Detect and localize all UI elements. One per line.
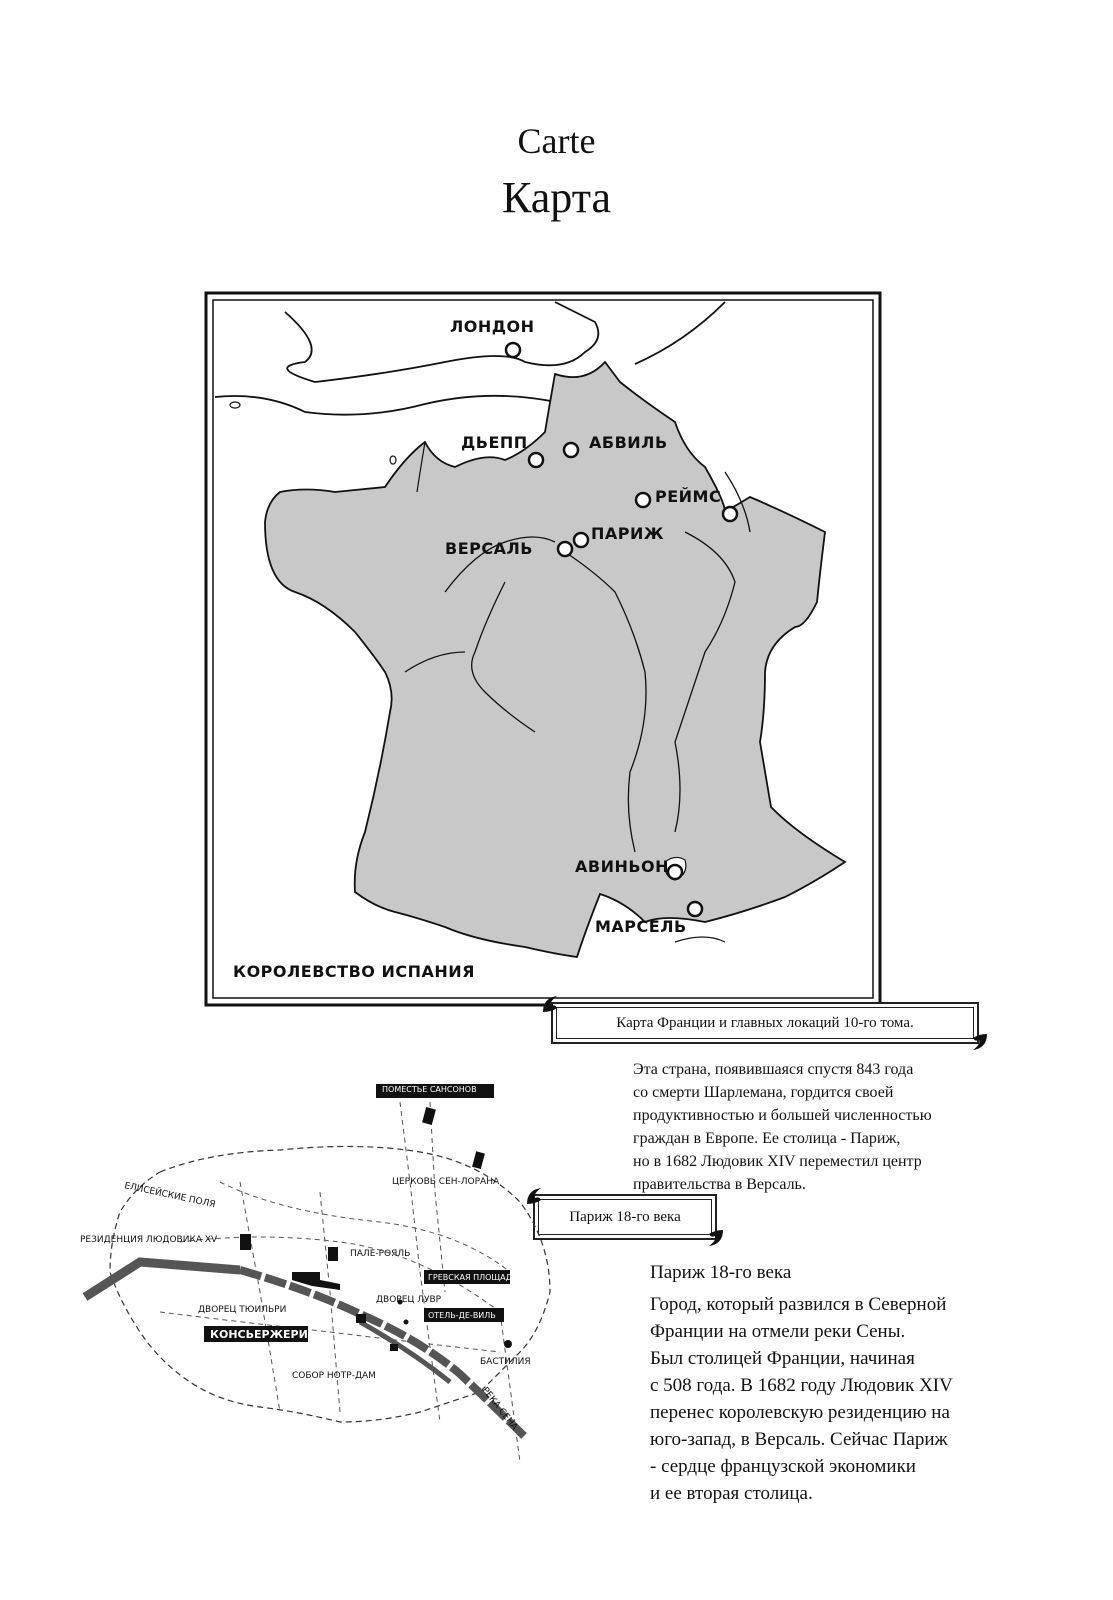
notre-dame-label: СОБОР НОТР-ДАМ <box>292 1371 376 1381</box>
paris-desc-line: Франции на отмели реки Сены. <box>650 1321 906 1342</box>
paris-desc-line: Город, который развился в Северной <box>650 1294 947 1315</box>
hotel-de-ville-label: ОТЕЛЬ-ДЕ-ВИЛЬ <box>428 1311 496 1320</box>
paris-desc-line: Был столицей Франции, начиная <box>650 1348 915 1369</box>
country-desc-line: граждан в Европе. Ее столица - Париж, <box>633 1130 901 1147</box>
sanson-estate-marker <box>422 1107 436 1125</box>
louis-xv-residence-marker <box>240 1234 251 1250</box>
spain-label: КОРОЛЕВСТВО ИСПАНИЯ <box>233 962 475 981</box>
bastille-label: БАСТИЛИЯ <box>480 1357 531 1367</box>
country-desc-line: со смерти Шарлемана, гордится своей <box>633 1084 894 1101</box>
saint-laurent-marker <box>472 1151 485 1169</box>
paris-desc-line: и ее вторая столица. <box>650 1483 813 1504</box>
abbeville-label: АБВИЛЬ <box>589 433 668 452</box>
reims-label: РЕЙМС <box>655 487 722 506</box>
paris-marker <box>574 533 588 547</box>
paris-desc-line: - сердце французской экономики <box>650 1456 916 1477</box>
abbeville-marker <box>564 443 578 457</box>
london-marker <box>506 343 520 357</box>
country-desc-line: правительства в Версаль. <box>633 1176 806 1193</box>
country-description <box>633 1058 993 1196</box>
paris-description <box>650 1291 1030 1507</box>
page-title-russian: Карта <box>501 173 611 222</box>
ornament-icon <box>703 1226 727 1250</box>
tuileries-label: ДВОРЕЦ ТЮИЛЬРИ <box>198 1305 287 1315</box>
saint-laurent-label: ЦЕРКОВЬ СЕН-ЛОРАНА <box>392 1177 500 1187</box>
palais-royal-marker <box>328 1247 338 1261</box>
conciergerie-marker <box>356 1314 366 1323</box>
paris-caption-text: Париж 18-го века <box>569 1208 681 1225</box>
france-map <box>205 292 881 1034</box>
paris-map-caption <box>533 1194 717 1240</box>
sanson-estate-label: ПОМЕСТЬЕ САНСОНОВ <box>382 1085 477 1094</box>
france-caption-text: Карта Франции и главных локаций 10-го тома. <box>616 1014 914 1031</box>
paris-desc-line: перенес королевскую резиденцию на <box>650 1402 950 1423</box>
palais-royal-label: ПАЛЕ-РОЯЛЬ <box>350 1249 411 1259</box>
avignon-label: АВИНЬОН <box>575 857 670 876</box>
dieppe-marker <box>529 453 543 467</box>
avignon-marker <box>668 865 682 879</box>
reims-east-marker <box>723 507 737 521</box>
versailles-marker <box>558 542 572 556</box>
paris-desc-line: юго-запад, в Версаль. Сейчас Париж <box>650 1429 948 1450</box>
versailles-label: ВЕРСАЛЬ <box>445 539 533 558</box>
ornament-icon <box>967 1030 991 1054</box>
louvre-label: ДВОРЕЦ ЛУВР <box>376 1295 442 1305</box>
london-label: ЛОНДОН <box>450 317 535 336</box>
paris-map <box>80 1085 550 1472</box>
greve-square-label: ГРЕВСКАЯ ПЛОЩАДЬ <box>428 1273 518 1282</box>
country-desc-line: продуктивностью и большей численностью <box>633 1107 932 1124</box>
country-desc-line: Эта страна, появившаяся спустя 843 года <box>633 1061 914 1078</box>
paris-label: ПАРИЖ <box>591 524 664 543</box>
marseille-marker <box>688 902 702 916</box>
louis-xv-residence-label: РЕЗИДЕНЦИЯ ЛЮДОВИКА XV <box>80 1235 218 1245</box>
paris-description-title: Париж 18-го века <box>650 1262 792 1283</box>
paris-desc-line: с 508 года. В 1682 году Людовик XIV <box>650 1375 953 1396</box>
conciergerie-label: КОНСЬЕРЖЕРИ <box>210 1328 308 1341</box>
france-map-caption <box>551 1002 979 1044</box>
bastille-marker <box>504 1340 512 1348</box>
page-title-french: Carte <box>517 121 596 161</box>
ornament-icon <box>539 992 563 1016</box>
country-desc-line: но в 1682 Людовик XIV переместил центр <box>633 1153 922 1170</box>
marseille-label: МАРСЕЛЬ <box>595 917 687 936</box>
reims-marker <box>636 493 650 507</box>
seine-label: РЕКА СЕНА <box>479 1385 520 1433</box>
champs-elysees-label: ЕЛИСЕЙСКИЕ ПОЛЯ <box>123 1181 217 1211</box>
dieppe-label: ДЬЕПП <box>461 433 528 452</box>
